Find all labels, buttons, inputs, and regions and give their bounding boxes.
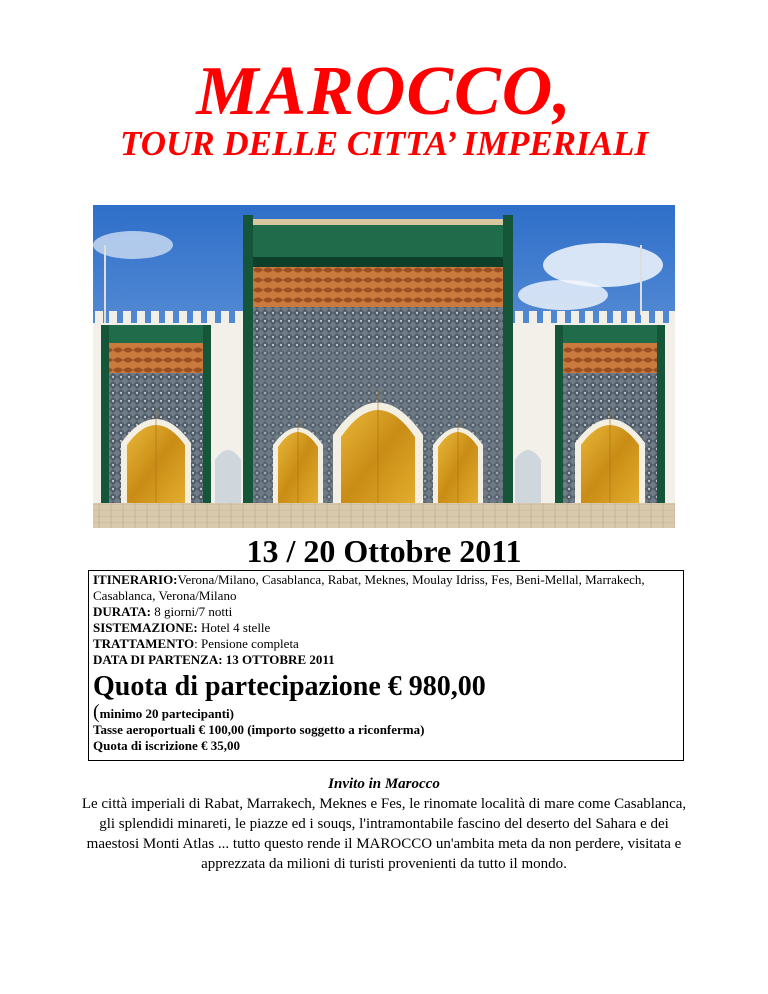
- invitation-heading: Invito in Marocco: [328, 776, 440, 792]
- accommodation-line: SISTEMAZIONE: Hotel 4 stelle: [93, 620, 271, 635]
- board-line: TRATTAMENTO: Pensione completa: [93, 636, 299, 651]
- price-quote: Quota di partecipazione € 980,00: [93, 671, 486, 702]
- page-subtitle: TOUR DELLE CITTA’ IMPERIALI: [120, 124, 648, 163]
- minimum-participants: (minimo 20 partecipanti): [93, 701, 234, 723]
- travel-dates: 13 / 20 Ottobre 2011: [246, 533, 522, 569]
- departure-date: DATA DI PARTENZA: 13 OTTOBRE 2011: [93, 652, 335, 667]
- page-title: MAROCCO,: [196, 53, 572, 130]
- airport-taxes: Tasse aeroportuali € 100,00 (importo soggetto a riconferma): [93, 722, 425, 737]
- trip-info-box: [88, 570, 684, 761]
- itinerary-line: ITINERARIO:Verona/Milano, Casablanca, Rabat, Meknes, Moulay Idriss, Fes, Beni-Mellal, Marrakech, Casablanca, Verona/Milano: [93, 572, 645, 603]
- registration-fee: Quota di iscrizione € 35,00: [93, 738, 240, 753]
- invitation-paragraph: Le città imperiali di Rabat, Marrakech, Meknes e Fes, le rinomate località di mare come Casablanca, gli splendidi minareti, le piazze ed i souqs, l'intramontabile fascino del deserto del Sahara e dei maestosi Monti Atlas ... tutto questo rende il MAROCCO un'ambita meta da non perdere, visitata e apprezzata da milioni di turisti provenienti da tutto il mondo.: [81, 796, 687, 872]
- palace-gate-photo: [93, 205, 675, 528]
- duration-line: DURATA: 8 giorni/7 notti: [93, 604, 233, 619]
